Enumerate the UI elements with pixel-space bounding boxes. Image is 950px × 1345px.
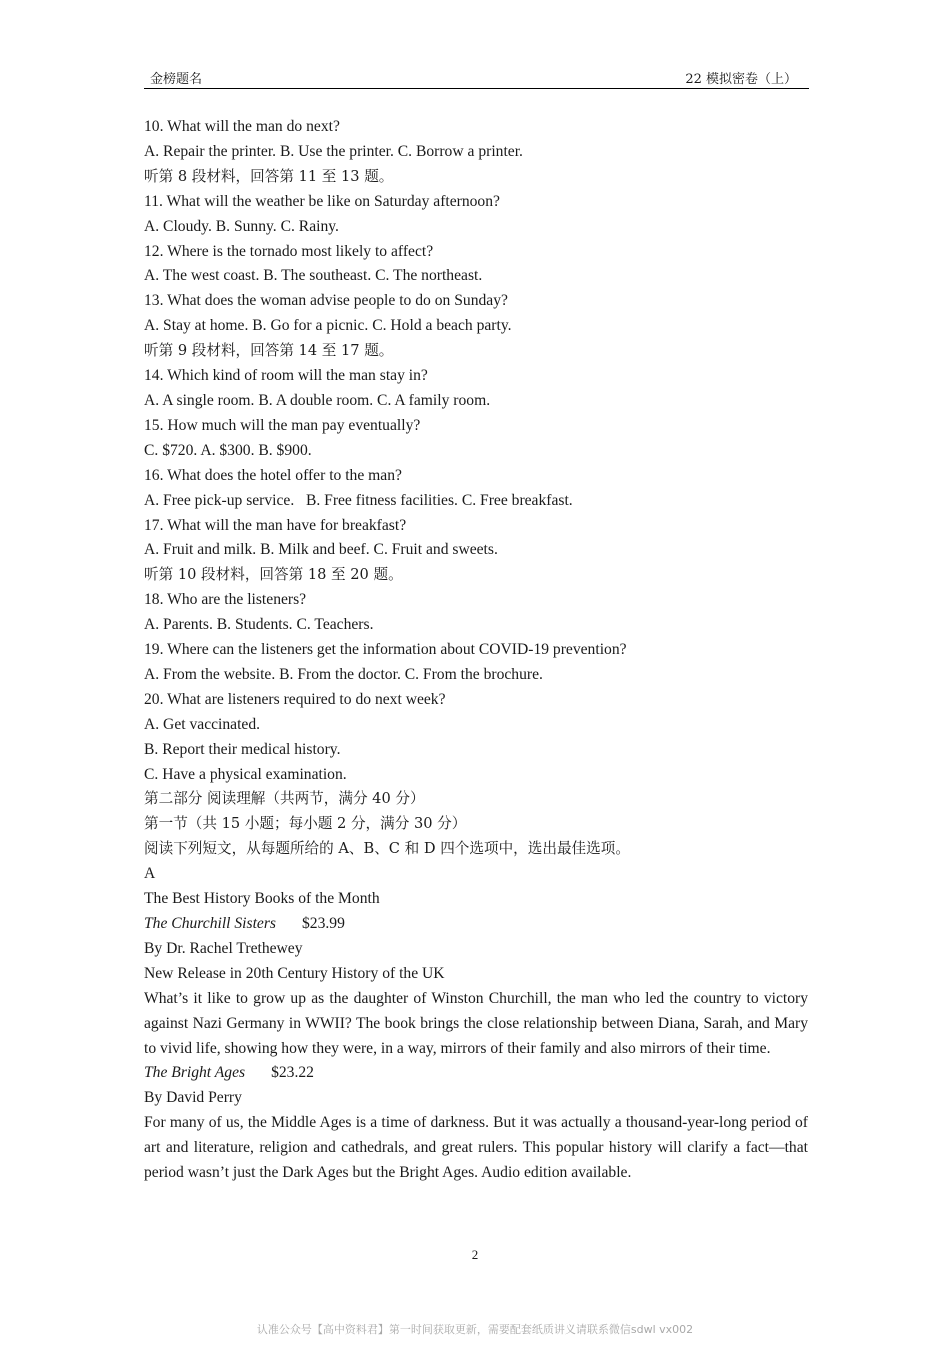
- book-1-author: By Dr. Rachel Trethewey: [144, 939, 303, 957]
- book-1-price: $23.99: [301, 915, 345, 932]
- question-19-options: A. From the website. B. From the doctor. C. From the brochure.: [144, 665, 543, 683]
- question-10: 10. What will the man do next?: [144, 118, 340, 135]
- book-1-heading: [144, 912, 808, 937]
- header-title: 金榜题名: [150, 72, 203, 87]
- section-instruction: 听第 9 段材料，回答第 14 至 17 题。: [144, 342, 394, 360]
- question-13: 13. What does the woman advise people to do on Sunday?: [144, 292, 508, 310]
- reading-instruction: 阅读下列短文，从每题所给的 A、B、C 和 D 四个选项中，选出最佳选项。: [144, 840, 630, 858]
- passage-label: A: [144, 865, 156, 883]
- passage-title: The Best History Books of the Month: [144, 890, 380, 908]
- footer-watermark: 认准公众号【高中资料君】第一时间获取更新，需要配套纸质讲义请联系微信sdwl vx002: [256, 1323, 694, 1336]
- book-1-description: What’s it like to grow up as the daughter of Winston Churchill, the man who led the country to victory against Nazi Germany in WWII? The book brings the close relationship between Diana, Sarah, and Mary to vivid life, showing how they were, in a way, mirrors of their family and also mirrors of their time.: [144, 989, 808, 1057]
- book-2-title: The Bright Ages: [144, 1064, 246, 1082]
- question-15-options: C. $720. A. $300. B. $900.: [144, 441, 312, 459]
- question-20-option-a: A. Get vaccinated.: [144, 715, 261, 733]
- book-1-category: New Release in 20th Century History of the UK: [144, 964, 445, 982]
- book-2-description: For many of us, the Middle Ages is a time of darkness. But it was actually a thousand-year-long period of art and literature, religion and cathedrals, and great rulers. This popular history will clarify a fact—that period wasn’t just the Dark Ages but the Bright Ages. Audio edition available.: [144, 1114, 808, 1182]
- section-one-heading: 第一节（共 15 小题；每小题 2 分，满分 30 分）: [144, 815, 467, 833]
- question-20: 20. What are listeners required to do next week?: [144, 690, 446, 708]
- page-number: 2: [471, 1247, 479, 1262]
- question-15: 15. How much will the man pay eventually?: [144, 416, 421, 434]
- part-two-heading: 第二部分 阅读理解（共两节，满分 40 分）: [144, 790, 425, 808]
- question-16: 16. What does the hotel offer to the man?: [144, 466, 402, 484]
- section-instruction: 听第 8 段材料，回答第 11 至 13 题。: [144, 167, 394, 185]
- page-content: [144, 115, 808, 1186]
- section-instruction: 听第 10 段材料，回答第 18 至 20 题。: [144, 566, 403, 584]
- question-13-options: A. Stay at home. B. Go for a picnic. C. Hold a beach party.: [144, 317, 512, 335]
- question-20-option-b: B. Report their medical history.: [144, 740, 341, 758]
- question-14-options: A. A single room. B. A double room. C. A family room.: [144, 391, 491, 409]
- question-11-options: A. Cloudy. B. Sunny. C. Rainy.: [144, 217, 339, 235]
- header-exam-label: 22 模拟密卷（上）: [685, 72, 797, 87]
- question-18: 18. Who are the listeners?: [144, 591, 307, 609]
- question-18-options: A. Parents. B. Students. C. Teachers.: [144, 616, 374, 634]
- book-1-title: The Churchill Sisters: [144, 915, 276, 932]
- question-12: 12. Where is the tornado most likely to affect?: [144, 242, 434, 260]
- question-17-options: A. Fruit and milk. B. Milk and beef. C. Fruit and sweets.: [144, 541, 498, 559]
- question-19: 19. Where can the listeners get the information about COVID-19 prevention?: [144, 641, 627, 659]
- page-header: [144, 66, 809, 89]
- question-14: 14. Which kind of room will the man stay in?: [144, 367, 428, 385]
- book-2-author: By David Perry: [144, 1089, 242, 1107]
- question-17: 17. What will the man have for breakfast?: [144, 516, 407, 534]
- question-11: 11. What will the weather be like on Saturday afternoon?: [144, 192, 500, 210]
- question-10-options: A. Repair the printer. B. Use the printer. C. Borrow a printer.: [144, 142, 523, 160]
- book-2-heading: [144, 1061, 808, 1086]
- book-2-price: $23.22: [271, 1064, 314, 1082]
- question-12-options: A. The west coast. B. The southeast. C. The northeast.: [144, 267, 483, 285]
- question-16-options: A. Free pick-up service. B. Free fitness facilities. C. Free breakfast.: [144, 491, 573, 509]
- question-20-option-c: C. Have a physical examination.: [144, 765, 347, 783]
